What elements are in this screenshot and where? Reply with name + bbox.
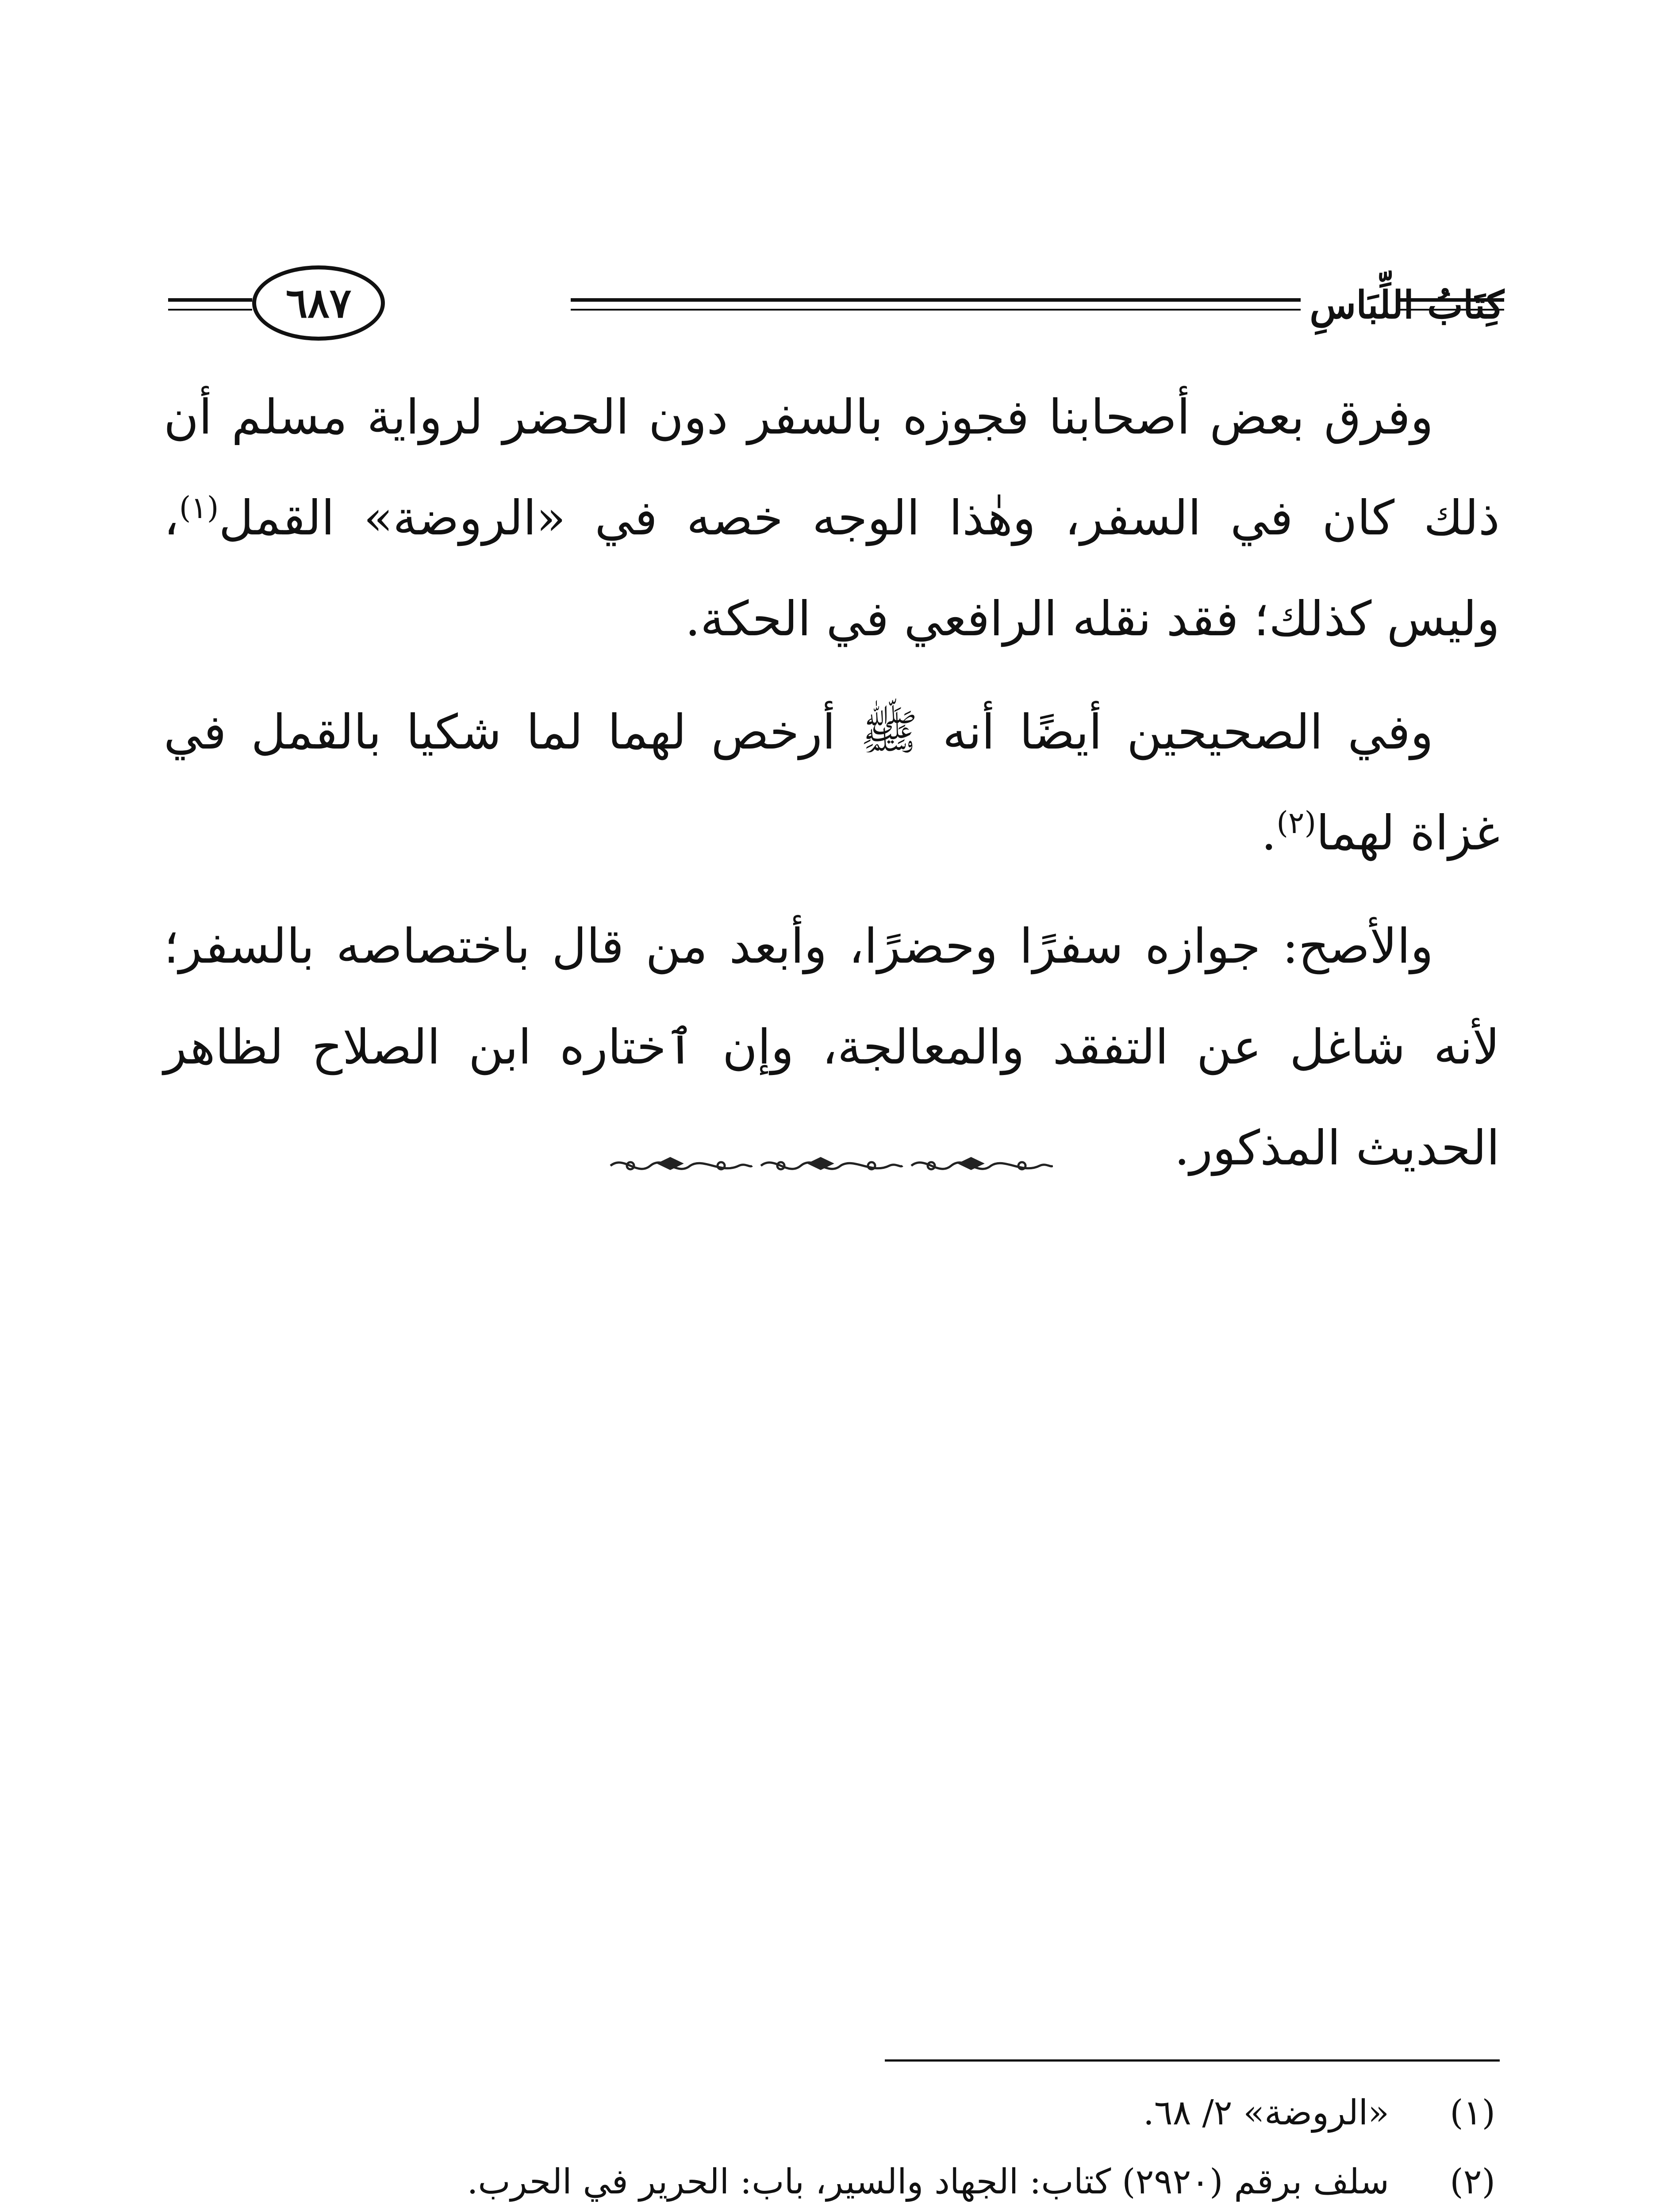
paragraph: والأصح: جوازه سفرًا وحضرًا، وأبعد من قال باختصاصه بالسفر؛ لأنه شاغل عن التفقد والمعالجة، وإن ٱختاره ابن الصلاح لظاهر الحديث المذكور. (164, 919, 1500, 1176)
footnote-separator (885, 2059, 1500, 2062)
paragraph: وفرق بعض أصحابنا فجوزه بالسفر دون الحضر لرواية مسلم أن ذلك كان في السفر، وهٰذا الوجه خصه في «الروضة» القمل$^{(١)}$، وليس كذلك؛ فقد نقله الرافعي في الحكة. (164, 390, 1500, 647)
header-rule-left (168, 298, 252, 316)
chapter-title: كِتَابُ اللِّبَاسِ (1310, 283, 1504, 327)
footnote-ref[interactable]: (١) (179, 491, 219, 526)
header-rule-right (1398, 298, 1504, 316)
header-rule-middle (571, 298, 1301, 316)
main-text (164, 367, 1500, 1211)
page-number-badge (252, 265, 385, 341)
footnote-number: (١) (1450, 2093, 1495, 2133)
footnote (164, 2148, 1500, 2212)
footnote-number: (٢) (1450, 2162, 1495, 2202)
page-number: ٦٨٧ (285, 279, 352, 327)
footnote-text: سلف برقم (٢٩٢٠) كتاب: الجهاد والسير، باب: الحرير في الحرب. (467, 2162, 1389, 2202)
footnote-ref[interactable]: (٢) (1276, 806, 1316, 841)
ornament-divider (606, 1150, 1053, 1181)
footnote (164, 2079, 1500, 2147)
page-header (168, 265, 1504, 345)
footnotes (164, 2079, 1500, 2212)
paragraph: وفي الصحيحين أيضًا أنه ﷺ أرخص لهما لما شكيا بالقمل في غزاة لهما$^{(٢)}$. (164, 705, 1500, 861)
footnote-text: «الروضة» ٢/ ٦٨. (1143, 2093, 1389, 2133)
